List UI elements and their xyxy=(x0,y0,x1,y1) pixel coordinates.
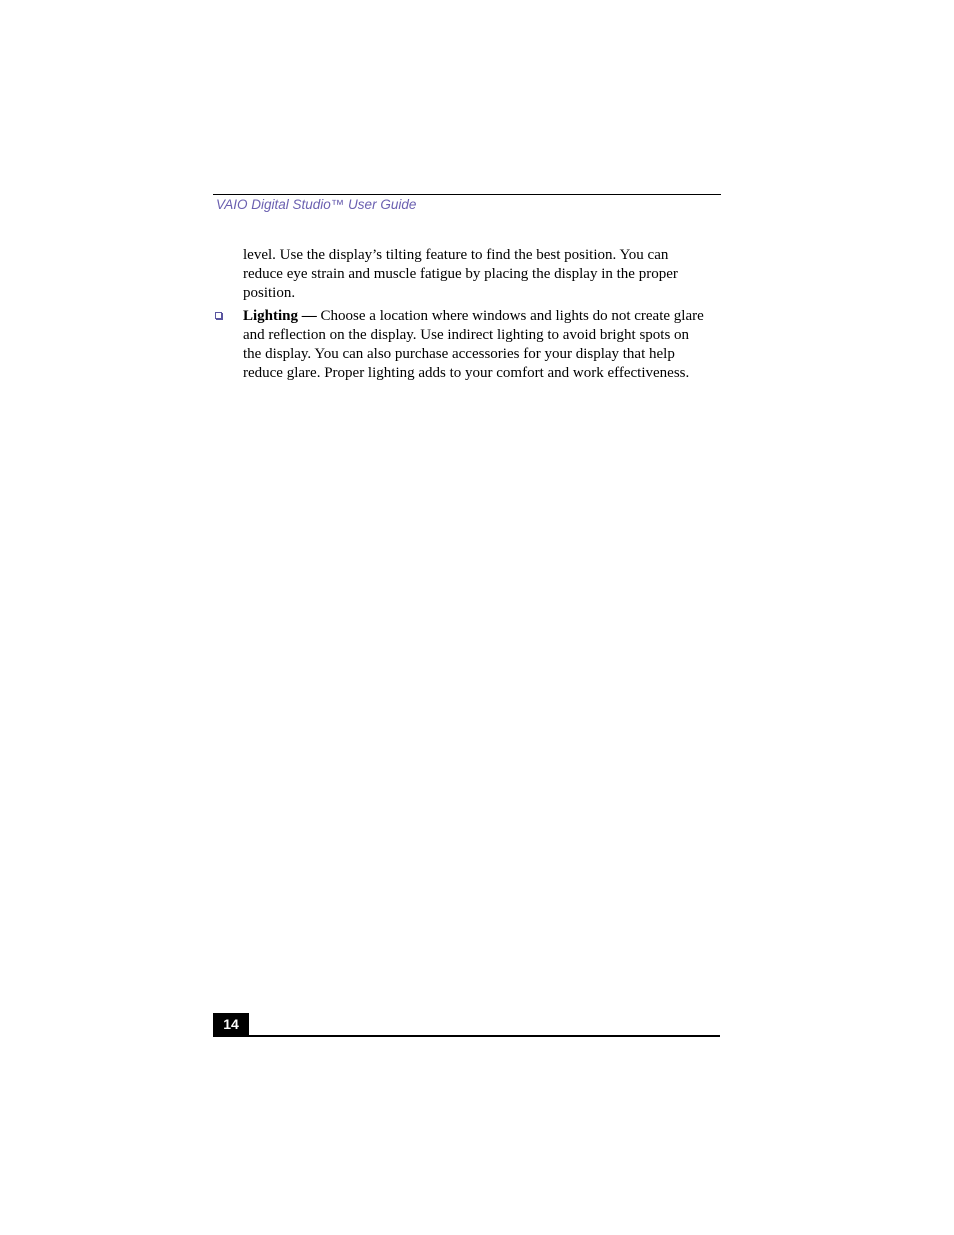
paragraph-line: level. Use the display’s tilting feature to find the best position. You can xyxy=(243,247,669,263)
bullet-lead-term: Lighting — xyxy=(243,308,317,324)
paragraph-line: position. xyxy=(243,285,296,301)
lighting-bullet-item xyxy=(243,307,721,383)
checkbox-bullet-icon xyxy=(215,312,222,319)
paragraph-line: reduce eye strain and muscle fatigue by placing the display in the proper xyxy=(243,266,678,282)
bullet-first-line xyxy=(243,307,721,326)
header-rule xyxy=(213,194,721,195)
footer-rule xyxy=(213,1035,720,1037)
bullet-first-line-text: Choose a location where windows and lights do not create glare xyxy=(320,308,704,324)
running-title: VAIO Digital Studio™ User Guide xyxy=(216,197,417,212)
bullet-line: the display. You can also purchase accessories for your display that help xyxy=(243,346,675,362)
continued-paragraph xyxy=(243,246,721,303)
page-number: 14 xyxy=(213,1013,249,1036)
bullet-line: reduce glare. Proper lighting adds to your comfort and work effectiveness. xyxy=(243,365,690,381)
bullet-line: and reflection on the display. Use indirect lighting to avoid bright spots on xyxy=(243,327,690,343)
